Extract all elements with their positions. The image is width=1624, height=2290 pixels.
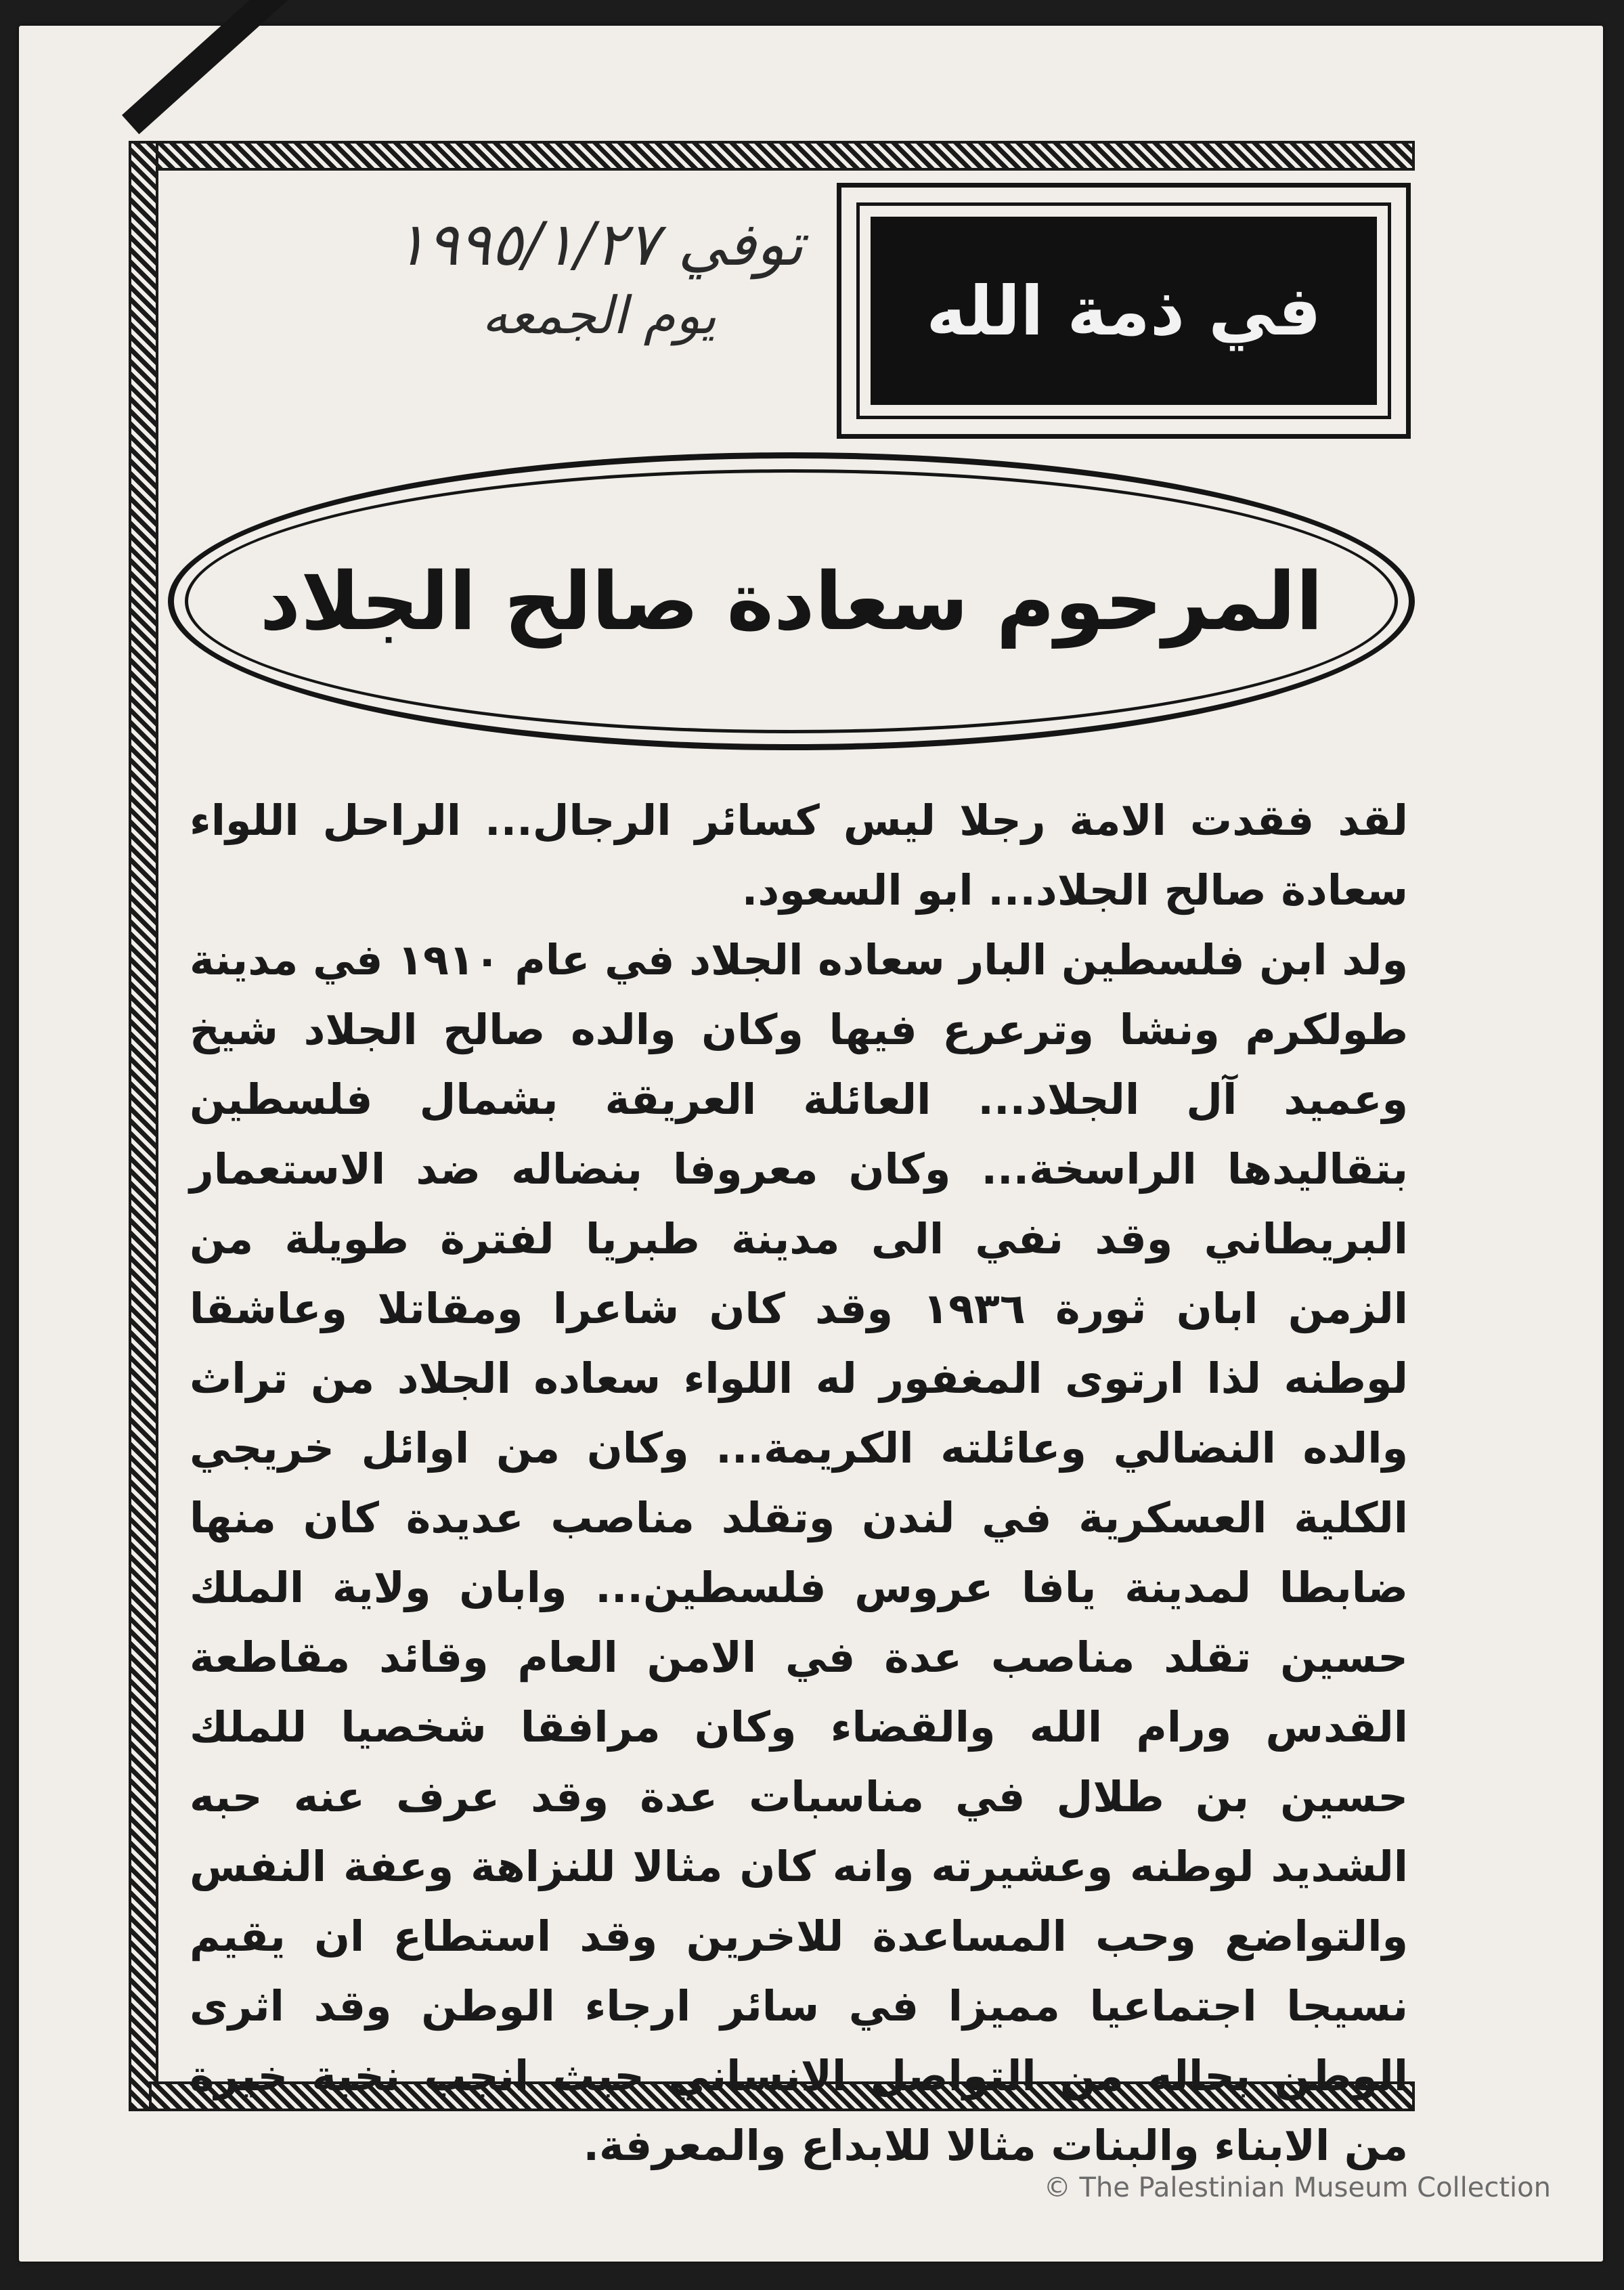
name-oval bbox=[168, 452, 1415, 750]
obituary-paragraph-intro: لقد فقدت الامة رجلا ليس كسائر الرجال... الراحل اللواء سعادة صالح الجلاد... ابو السعود. bbox=[190, 796, 1408, 915]
rest-in-peace-box bbox=[837, 183, 1411, 439]
handwritten-death-date: توفي ١٩٩٥/١/٢٧ bbox=[395, 209, 804, 279]
handwritten-note bbox=[379, 210, 819, 349]
obituary-body bbox=[190, 785, 1408, 2180]
handwritten-day: يوم الجمعه bbox=[481, 285, 717, 346]
deceased-name: المرحوم سعادة صالح الجلاد bbox=[259, 555, 1323, 648]
rest-in-peace-label: في ذمة الله bbox=[926, 271, 1321, 351]
frame-border-left bbox=[129, 141, 158, 2111]
copyright-watermark: © The Palestinian Museum Collection bbox=[1043, 2172, 1551, 2203]
frame-border-top bbox=[129, 141, 1415, 171]
obituary-paragraph-biography: ولد ابن فلسطين البار سعاده الجلاد في عام ١٩١٠ في مدينة طولكرم ونشا وترعرع فيها وكان والده صالح الجلاد شيخ وعميد آل الجلاد... العائلة العريقة بشمال فلسطين بتقاليدها الراسخة... وكان معروفا بنضاله ضد الاستعمار البريطاني وقد نفي الى مدينة طبريا لفترة طويلة من الزمن ابان ثورة ١٩٣٦ وقد كان شاعرا ومقاتلا وعاشقا لوطنه لذا ارتوى المغفور له اللواء سعاده الجلاد من تراث والده النضالي وعائلته الكريمة... وكان من اوائل خريجي الكلية العسكرية في لندن وتقلد مناصب عديدة كان منها ضابطا لمدينة يافا عروس فلسطين... وابان ولاية الملك حسين تقلد مناصب عدة في الامن العام وقائد مقاطعة القدس ورام الله والقضاء وكان مرافقا شخصيا للملك حسين بن طلال في مناسبات عدة وقد عرف عنه حبه الشديد لوطنه وعشيرته وانه كان مثالا للنزاهة وعفة النفس والتواضع وحب المساعدة للاخرين وقد استطاع ان يقيم نسيجا اجتماعيا مميزا في سائر ارجاء الوطن وقد اثرى الوطن بحاله من التواصل الانساني حيث انجب نخبة خيرة من الابناء والبنات مثالا للابداع والمعرفة. bbox=[190, 935, 1408, 2170]
